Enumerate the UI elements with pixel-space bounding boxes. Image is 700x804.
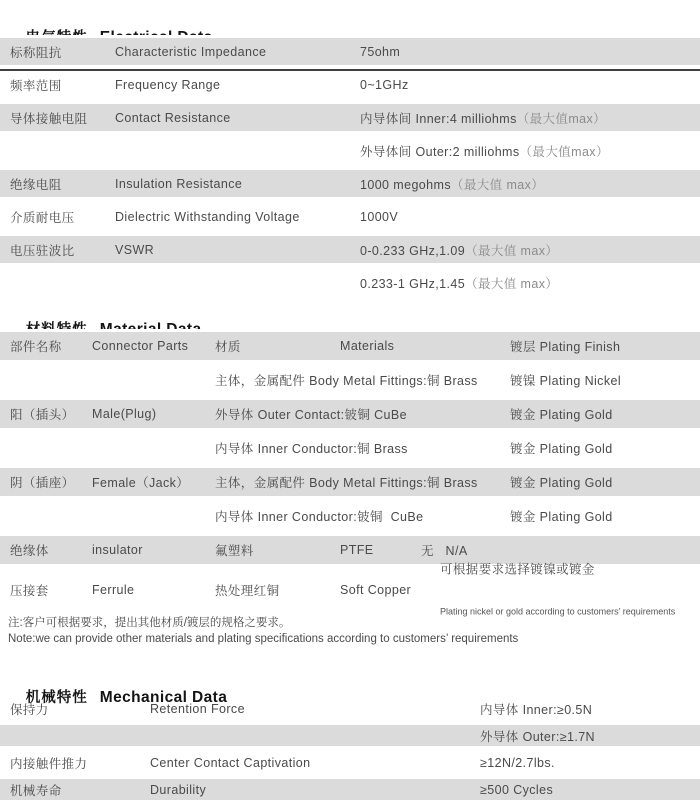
- mechanical-title-en: Mechanical Data: [99, 689, 228, 706]
- part-name-en: Male(Plug): [92, 407, 157, 421]
- row-label-zh: 机械寿命: [10, 783, 62, 798]
- row-value: 内导体间 Inner:4 milliohms（最大值max）: [360, 111, 607, 126]
- col-header: 部件名称: [10, 340, 62, 354]
- plating-finish: 镀镍 Plating Nickel: [510, 374, 621, 388]
- part-name-zh: 绝缘体: [10, 544, 49, 558]
- row-value: 外导体间 Outer:2 milliohms（最大值max）: [360, 144, 609, 159]
- plating-finish: 无 N/A: [421, 544, 468, 558]
- plating-option-en: Plating nickel or gold according to customers’ requirements: [440, 606, 676, 617]
- table-row: [0, 167, 700, 200]
- table-row: [0, 363, 700, 397]
- col-header: Materials: [340, 339, 395, 353]
- row-label-zh: 内接触件推力: [10, 756, 88, 771]
- table-row: [0, 695, 700, 722]
- note-zh: 注:客户可根据要求，提出其他材质/镀层的规格之要求。: [8, 617, 291, 629]
- table-row: [0, 465, 700, 499]
- material-desc: 内导体 Inner Conductor:铍铜 CuBe: [215, 510, 424, 524]
- table-row: [0, 134, 700, 167]
- row-value: 75ohm: [360, 44, 401, 59]
- row-label-en: Dielectric Withstanding Voltage: [115, 209, 300, 224]
- row-label-zh: 保持力: [10, 702, 49, 717]
- table-row: [0, 35, 700, 68]
- mechanical-title-zh: 机械特性: [25, 690, 88, 706]
- row-value: 1000V: [360, 209, 399, 224]
- row-value: 内导体 Inner:≥0.5N: [480, 702, 593, 717]
- part-name-en: Female（Jack）: [92, 476, 190, 490]
- row-value: 0.233-1 GHz,1.45（最大值 max）: [360, 276, 559, 291]
- material-zh: 氟塑料: [215, 544, 254, 558]
- row-label-zh: 电压驻波比: [10, 243, 75, 258]
- row-label-en: Characteristic Impedance: [115, 44, 267, 59]
- row-value: 0~1GHz: [360, 77, 409, 92]
- col-header: 镀层 Plating Finish: [510, 340, 621, 354]
- table-row: [0, 776, 700, 803]
- material-desc: 内导体 Inner Conductor:铜 Brass: [215, 442, 408, 456]
- part-name-zh: 阳（插头）: [10, 408, 75, 422]
- plating-option-zh: 可根据要求选择镀镍或镀金: [440, 562, 595, 577]
- row-label-en: Retention Force: [150, 701, 245, 716]
- table-row: [0, 200, 700, 233]
- row-value: 1000 megohms（最大值 max）: [360, 177, 545, 192]
- col-header: Connector Parts: [92, 339, 189, 353]
- row-label-zh: 介质耐电压: [10, 210, 75, 225]
- row-label-zh: 标称阻抗: [10, 45, 62, 60]
- table-row: [0, 397, 700, 431]
- row-value: ≥12N/2.7lbs.: [480, 755, 555, 770]
- plating-finish: 镀金 Plating Gold: [510, 442, 613, 456]
- table-row: [0, 722, 700, 749]
- material-zh: 热处理红铜: [215, 584, 280, 598]
- row-label-en: Contact Resistance: [115, 110, 231, 125]
- row-value: 外导体 Outer:≥1.7N: [480, 729, 595, 744]
- material-desc: 主体，金属配件 Body Metal Fittings:铜 Brass: [215, 374, 478, 388]
- table-row: [0, 101, 700, 134]
- material-desc: 主体，金属配件 Body Metal Fittings:铜 Brass: [215, 476, 478, 490]
- row-label-zh: 导体接触电阻: [10, 111, 88, 126]
- note-en: Note:we can provide other materials and plating specifications according to customers’ requirements: [8, 633, 519, 645]
- row-label-en: VSWR: [115, 242, 155, 257]
- row-label-en: Insulation Resistance: [115, 176, 243, 191]
- row-value: 0-0.233 GHz,1.09（最大值 max）: [360, 243, 559, 258]
- material-desc: 外导体 Outer Contact:铍铜 CuBe: [215, 408, 408, 422]
- table-row: [0, 68, 700, 101]
- plating-finish: 镀金 Plating Gold: [510, 476, 613, 490]
- row-label-en: Durability: [150, 782, 207, 797]
- table-row: [0, 431, 700, 465]
- col-header: 材质: [215, 340, 241, 354]
- row-label-zh: 频率范围: [10, 78, 62, 93]
- plating-finish: 镀金 Plating Gold: [510, 408, 613, 422]
- row-value: ≥500 Cycles: [480, 782, 554, 797]
- table-row: [0, 562, 700, 617]
- material-en: PTFE: [340, 543, 374, 557]
- row-label-en: Frequency Range: [115, 77, 221, 92]
- row-label-zh: 绝缘电阻: [10, 177, 62, 192]
- part-name-en: insulator: [92, 543, 143, 557]
- plating-finish: 镀金 Plating Gold: [510, 510, 613, 524]
- mechanical-table: [0, 695, 700, 803]
- table-row: [0, 499, 700, 533]
- table-header-row: [0, 329, 700, 363]
- part-name-en: Ferrule: [92, 583, 135, 597]
- material-table: [0, 329, 700, 617]
- row-label-en: Center Contact Captivation: [150, 755, 311, 770]
- table-row: [0, 266, 700, 299]
- part-name-zh: 压接套: [10, 584, 49, 598]
- electrical-table: [0, 35, 700, 299]
- table-row: [0, 233, 700, 266]
- material-notes: [8, 615, 700, 647]
- table-row: [0, 749, 700, 776]
- part-name-zh: 阴（插座）: [10, 476, 75, 490]
- material-en: Soft Copper: [340, 583, 412, 597]
